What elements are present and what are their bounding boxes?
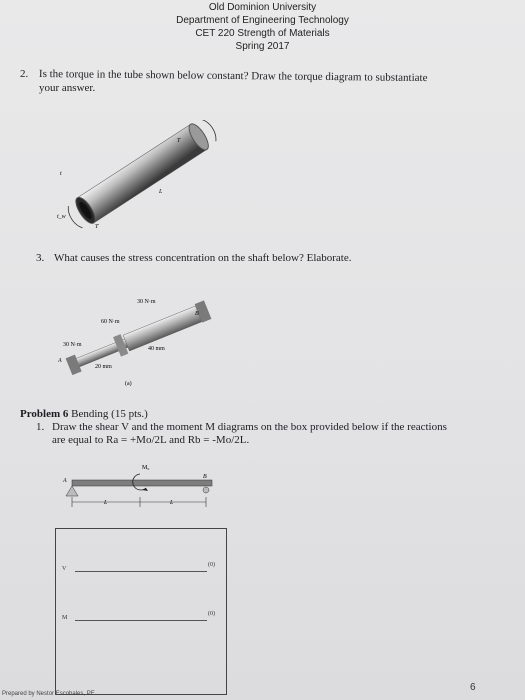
beam-label-L1: L: [104, 500, 108, 506]
tube-label-t: t: [60, 171, 62, 177]
shear-baseline: [75, 571, 207, 572]
course-title: CET 220 Strength of Materials: [195, 28, 330, 39]
beam-label-M0: M₀: [142, 465, 150, 471]
q3-text: What causes the stress concentration on the shaft below? Elaborate.: [54, 252, 352, 264]
label-A: A: [58, 358, 62, 364]
shear-diagram-label: V: [62, 566, 67, 572]
stepped-shaft-figure: [55, 285, 225, 390]
shear-zero-label: (0): [208, 562, 215, 568]
department-name: Department of Engineering Technology: [176, 15, 349, 26]
problem6-title: [20, 408, 148, 421]
label-30Nm-top: 30 N·m: [137, 299, 156, 305]
q2-text-line2: your answer.: [39, 82, 96, 94]
moment-zero-label: (0): [208, 611, 215, 617]
tube-label-tw: t_w: [57, 214, 66, 220]
label-30Nm-left: 30 N·m: [63, 342, 82, 348]
page-number: 6: [470, 682, 476, 693]
torque-tube-figure: [55, 120, 225, 230]
footer-prepared-by: Prepared by Nestor Escobales, PE: [2, 691, 95, 697]
q2-number: 2.: [20, 68, 29, 80]
q2-text-line1: Is the torque in the tube shown below constant? Draw the torque diagram to substantiate: [38, 68, 428, 85]
label-60Nm: 60 N·m: [101, 319, 120, 325]
label-B: B: [195, 311, 199, 317]
beam-figure: [60, 460, 220, 520]
problem6-line1: Draw the shear V and the moment M diagrams on the box provided below if the reactions: [52, 421, 447, 433]
beam-label-L2: L: [170, 500, 174, 506]
beam-label-A: A: [63, 478, 67, 484]
term: Spring 2017: [235, 41, 290, 52]
q3-number: 3.: [36, 252, 45, 264]
label-20mm: 20 mm: [95, 364, 112, 370]
problem6-item-number: 1.: [36, 421, 45, 433]
university-name: Old Dominion University: [208, 2, 317, 13]
tube-label-L: L: [159, 189, 163, 195]
problem6-title-rest: Bending (15 pts.): [68, 408, 148, 420]
beam-label-B: B: [203, 474, 207, 480]
moment-diagram-label: M: [62, 615, 68, 621]
answer-box: [55, 528, 227, 695]
problem6-title-bold: Problem 6: [20, 408, 69, 420]
tube-label-T-bottom: T: [95, 224, 99, 230]
moment-baseline: [75, 620, 207, 621]
problem6-line2: are equal to Ra = +Mo/2L and Rb = -Mo/2L.: [52, 434, 250, 446]
tube-label-T-top: T: [177, 138, 181, 144]
label-40mm: 40 mm: [148, 346, 165, 352]
figure-caption-a: (a): [125, 381, 132, 387]
